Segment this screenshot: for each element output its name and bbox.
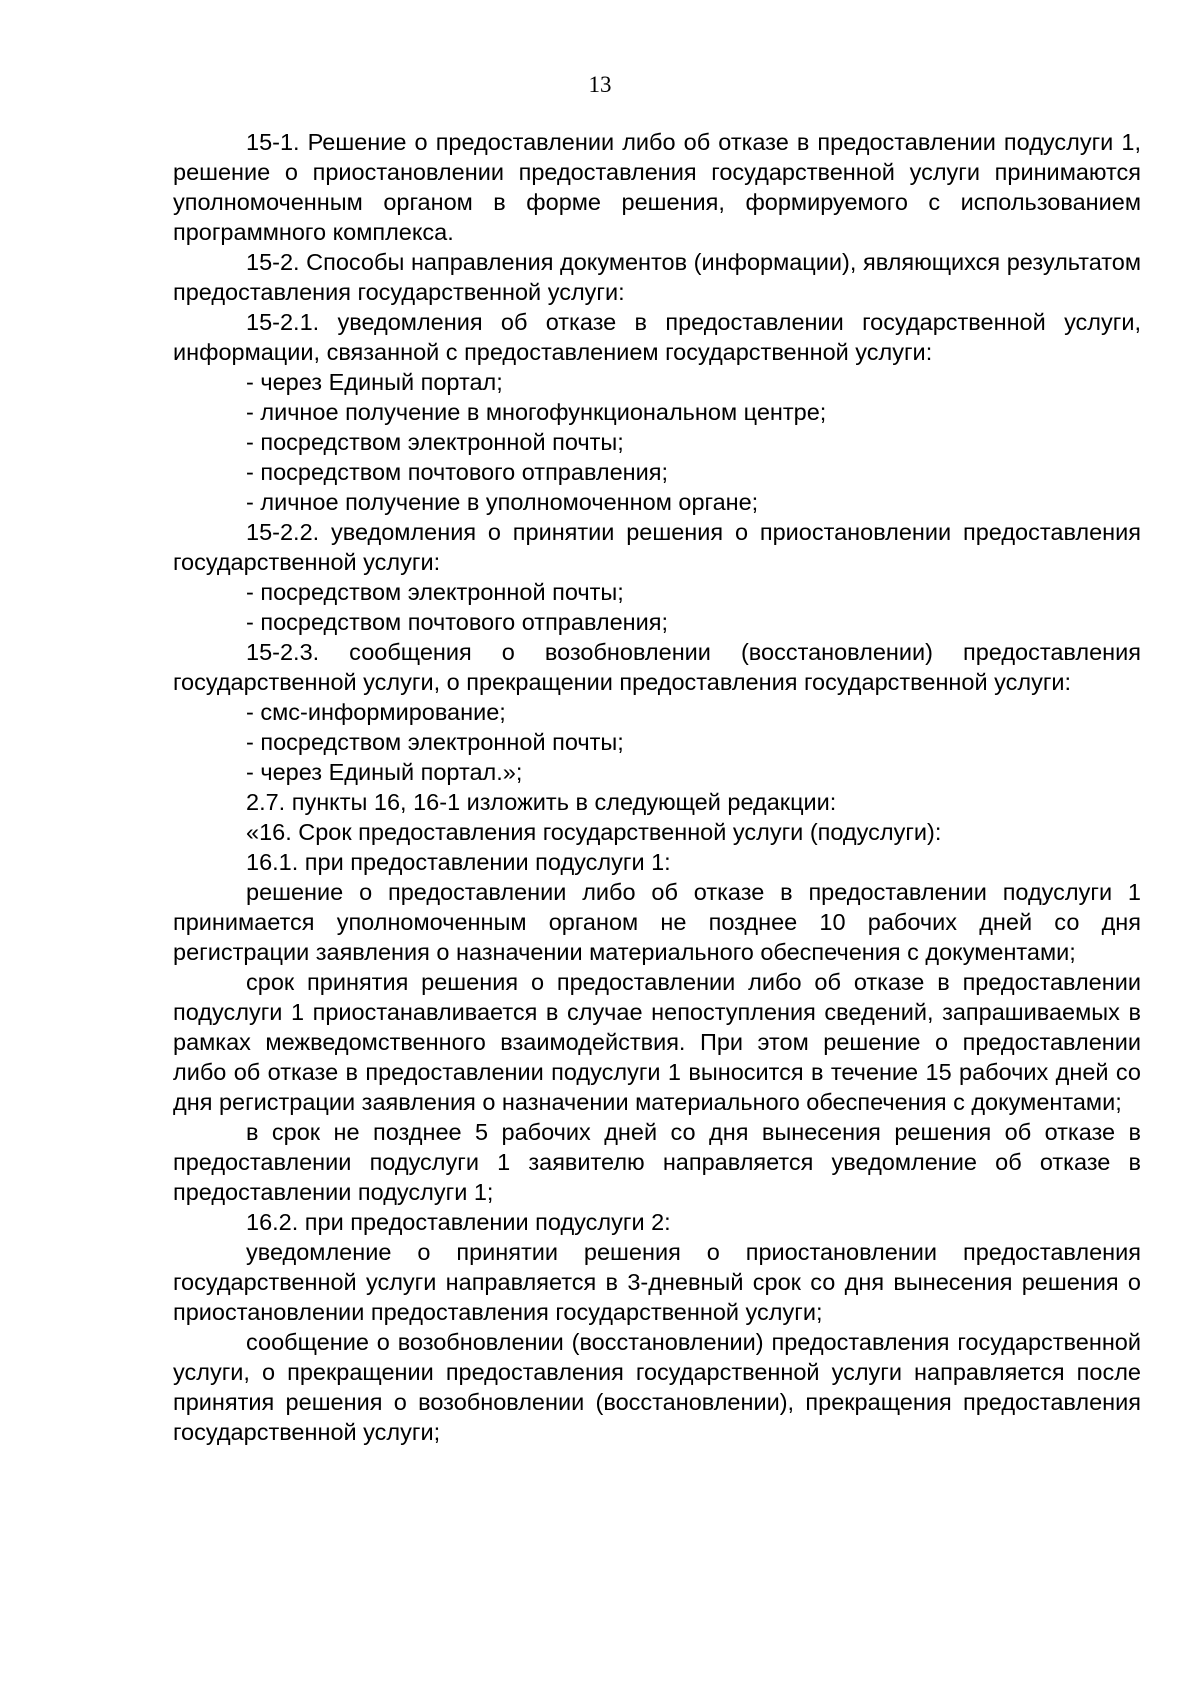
list-item: - через Единый портал; bbox=[246, 369, 503, 395]
list-item: - посредством почтового отправления; bbox=[246, 459, 669, 485]
paragraph: 15-1. Решение о предоставлении либо об отказе в предоставлении подуслуги 1, решение о приостановлении предоставления государственной услуги принимаются уполномоченным органом в форме решения, формируемого с использованием программного комплекса. bbox=[173, 129, 1141, 245]
list-item: - личное получение в многофункциональном центре; bbox=[246, 399, 827, 425]
list-item: 16.1. при предоставлении подуслуги 1: bbox=[246, 849, 671, 875]
paragraph: срок принятия решения о предоставлении либо об отказе в предоставлении подуслуги 1 приостанавливается в случае непоступления сведений, запрашиваемых в рамках межведомственного взаимодействия. При этом решение о предоставлении либо об отказе в предоставлении подуслуги 1 выносится в течение 15 рабочих дней со дня регистрации заявления о назначении материального обеспечения с документами; bbox=[173, 969, 1141, 1115]
list-item: - посредством электронной почты; bbox=[246, 429, 624, 455]
paragraph: решение о предоставлении либо об отказе в предоставлении подуслуги 1 принимается уполномоченным органом не позднее 10 рабочих дней со дня регистрации заявления о назначении материального обеспечения с документами; bbox=[173, 879, 1141, 965]
list-item: - посредством почтового отправления; bbox=[246, 609, 669, 635]
list-item: «16. Срок предоставления государственной услуги (подуслуги): bbox=[246, 819, 942, 845]
paragraph: 15-2. Способы направления документов (информации), являющихся результатом предоставления государственной услуги: bbox=[173, 249, 1141, 305]
list-item: 16.2. при предоставлении подуслуги 2: bbox=[246, 1209, 671, 1235]
document-body bbox=[173, 127, 1141, 1447]
paragraph: 15-2.1. уведомления об отказе в предоставлении государственной услуги, информации, связанной с предоставлением государственной услуги: bbox=[173, 309, 1141, 365]
paragraph: уведомление о принятии решения о приостановлении предоставления государственной услуги направляется в 3-дневный срок со дня вынесения решения о приостановлении предоставления государственной услуги; bbox=[173, 1239, 1141, 1325]
page-number: 13 bbox=[588, 72, 612, 97]
list-item: - смс-информирование; bbox=[246, 699, 506, 725]
list-item: - посредством электронной почты; bbox=[246, 729, 624, 755]
paragraph: 15-2.3. сообщения о возобновлении (восстановлении) предоставления государственной услуги, о прекращении предоставления государственной услуги: bbox=[173, 639, 1141, 695]
list-item: - через Единый портал.»; bbox=[246, 759, 523, 785]
paragraph: 15-2.2. уведомления о принятии решения о приостановлении предоставления государственной услуги: bbox=[173, 519, 1141, 575]
list-item: - личное получение в уполномоченном органе; bbox=[246, 489, 759, 515]
paragraph: сообщение о возобновлении (восстановлении) предоставления государственной услуги, о прекращении предоставления государственной услуги направляется после принятия решения о возобновлении (восстановлении), прекращения предоставления государственной услуги; bbox=[173, 1329, 1141, 1445]
list-item: - посредством электронной почты; bbox=[246, 579, 624, 605]
paragraph: в срок не позднее 5 рабочих дней со дня вынесения решения об отказе в предоставлении подуслуги 1 заявителю направляется уведомление об отказе в предоставлении подуслуги 1; bbox=[173, 1119, 1141, 1205]
list-item: 2.7. пункты 16, 16-1 изложить в следующей редакции: bbox=[246, 789, 837, 815]
